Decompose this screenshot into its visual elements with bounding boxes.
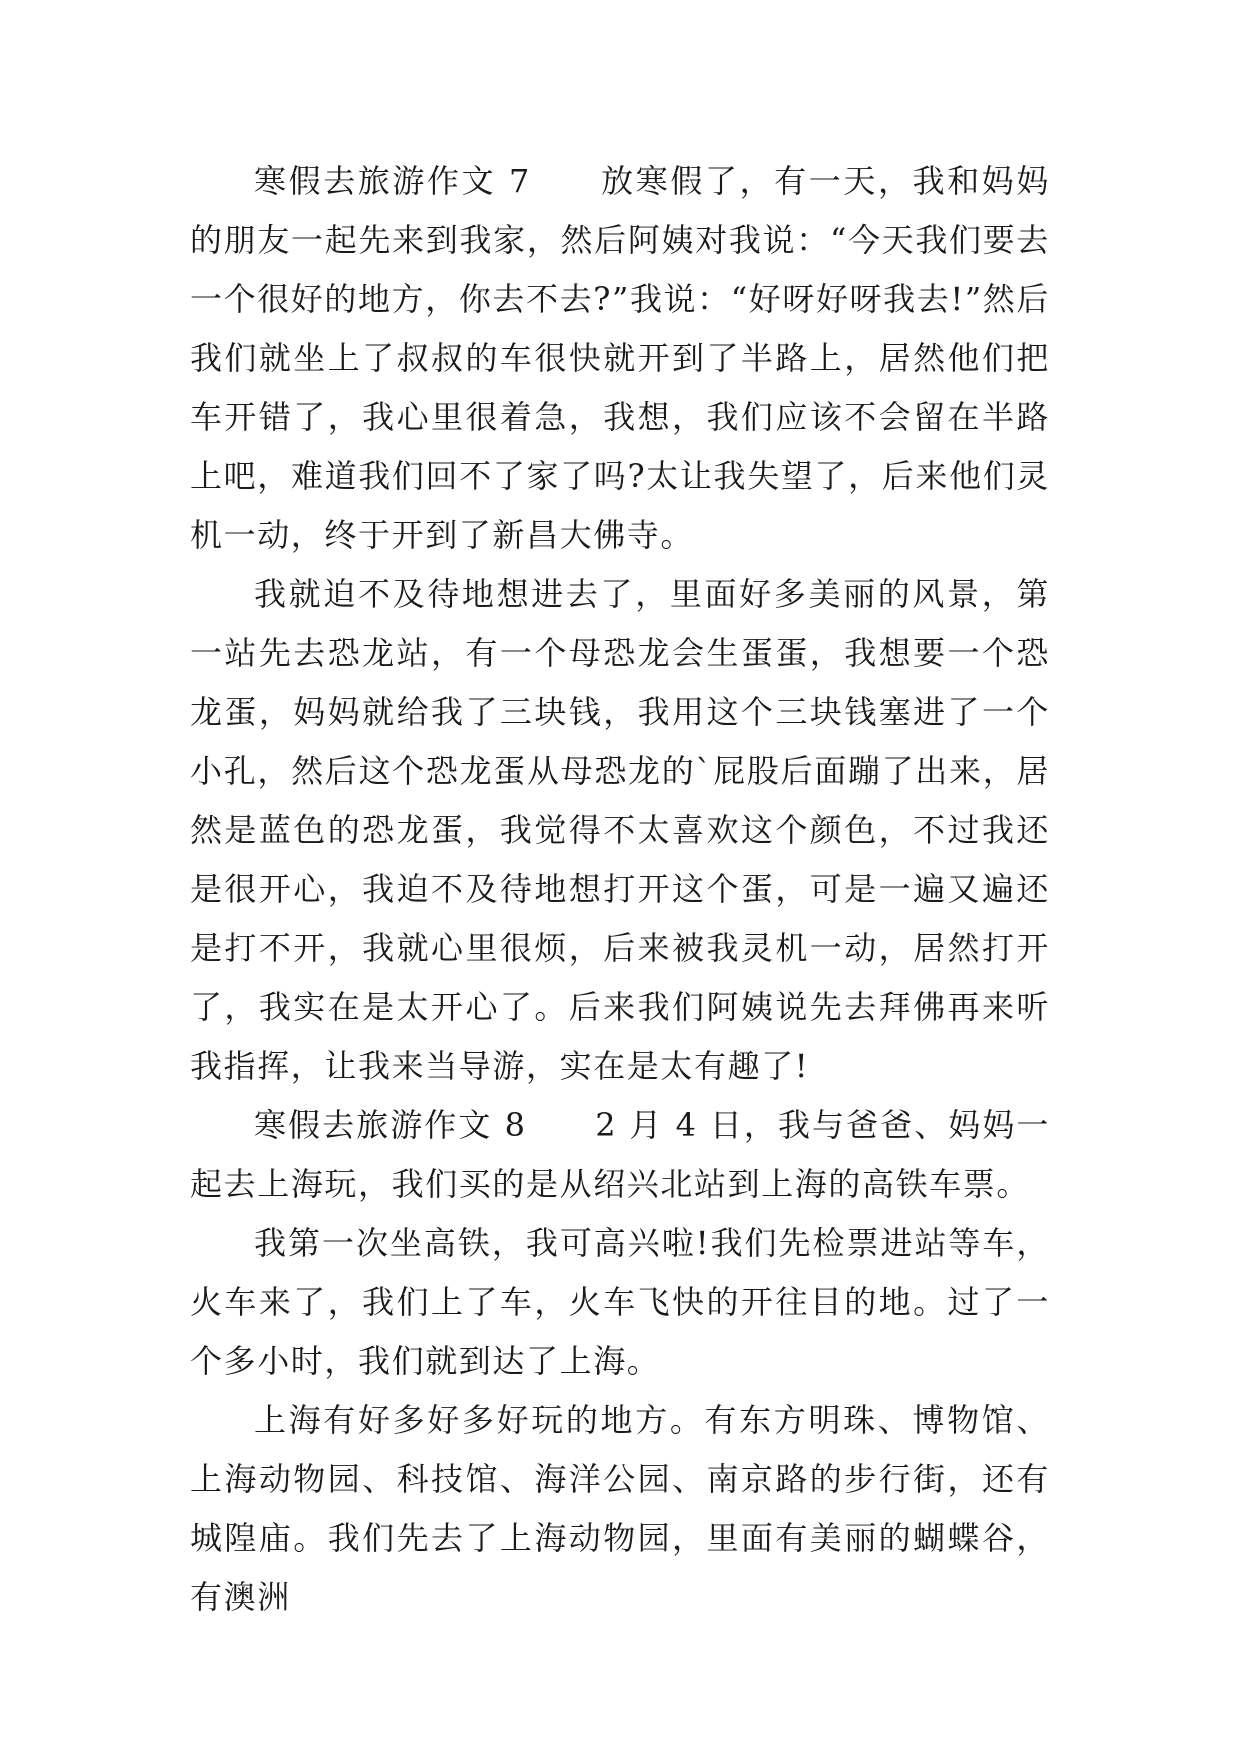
document-body bbox=[190, 152, 1050, 1627]
paragraph-essay-7-intro: 寒假去旅游作文 7 放寒假了，有一天，我和妈妈的朋友一起先来到我家，然后阿姨对我说：“今天我们要去一个很好的地方，你去不去?”我说：“好呀好呀我去!”然后我们就坐上了叔叔的车很快就开到了半路上，居然他们把车开错了，我心里很着急，我想，我们应该不会留在半路上吧，难道我们回不了家了吗?太让我失望了，后来他们灵机一动，终于开到了新昌大佛寺。 bbox=[190, 162, 1050, 554]
paragraph-high-speed-train: 我第一次坐高铁，我可高兴啦!我们先检票进站等车，火车来了，我们上了车，火车飞快的开往目的地。过了一个多小时，我们就到达了上海。 bbox=[190, 1224, 1050, 1380]
paragraph-shanghai-places: 上海有好多好多好玩的地方。有东方明珠、博物馆、上海动物园、科技馆、海洋公园、南京路的步行街，还有城隍庙。我们先去了上海动物园，里面有美丽的蝴蝶谷，有澳洲 bbox=[190, 1401, 1050, 1616]
paragraph-dinosaur-station: 我就迫不及待地想进去了，里面好多美丽的风景，第一站先去恐龙站，有一个母恐龙会生蛋蛋，我想要一个恐龙蛋，妈妈就给我了三块钱，我用这个三块钱塞进了一个小孔，然后这个恐龙蛋从母恐龙的`屁股后面蹦了出来，居然是蓝色的恐龙蛋，我觉得不太喜欢这个颜色，不过我还是很开心，我迫不及待地想打开这个蛋，可是一遍又遍还是打不开，我就心里很烦，后来被我灵机一动，居然打开了，我实在是太开心了。后来我们阿姨说先去拜佛再来听我指挥，让我来当导游，实在是太有趣了! bbox=[190, 575, 1050, 1085]
paragraph-essay-8-intro: 寒假去旅游作文 8 2 月 4 日，我与爸爸、妈妈一起去上海玩，我们买的是从绍兴北站到上海的高铁车票。 bbox=[190, 1106, 1050, 1203]
